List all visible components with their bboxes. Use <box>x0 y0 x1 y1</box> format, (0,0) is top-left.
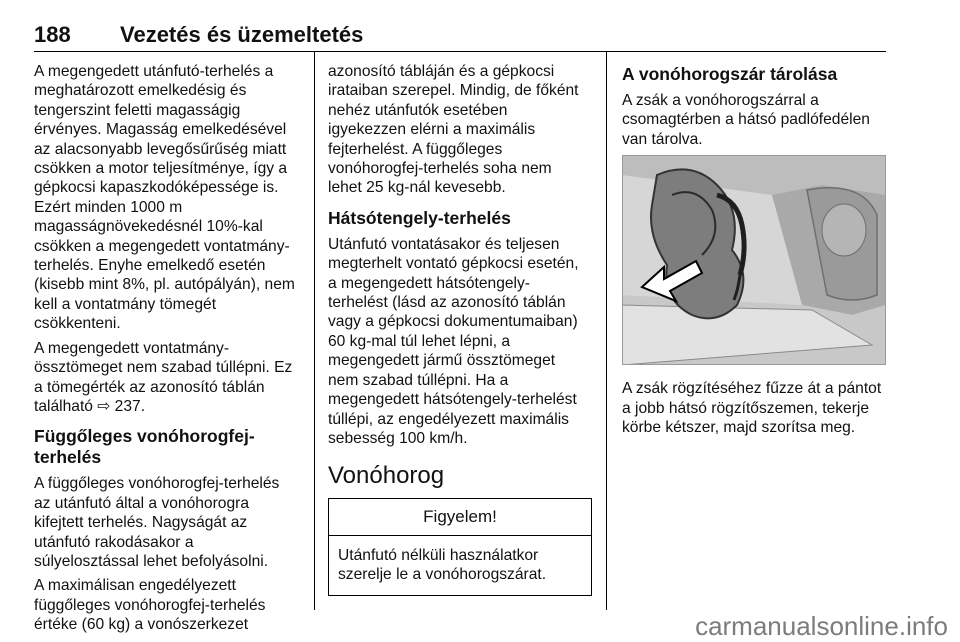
text-line: súlyelosztással lehet befolyásolni. <box>34 552 269 570</box>
text-line: A zsák rögzítéséhez fűzze át a pántot <box>622 380 882 398</box>
text-line: függőleges vonóhorogfej-terhelés <box>34 596 266 614</box>
heading-vertical-load <box>34 426 306 468</box>
trunk-photo <box>622 155 886 365</box>
paragraph-continued <box>328 62 598 198</box>
text-line: magasságnövekedésnél 10%-kal <box>34 218 263 236</box>
paragraph-max-vertical-load <box>34 576 306 634</box>
text-line: azonosító tábláján és a gépkocsi <box>328 63 555 80</box>
text-line: érvényes. Magasság emelkedésével <box>34 121 287 139</box>
column-divider-1 <box>314 52 315 610</box>
text-line: irataiban szerepel. Mindig, de főként <box>328 82 579 100</box>
header-rule <box>34 51 886 52</box>
text-line: csökken a megengedett vontatmány- <box>34 237 290 255</box>
text-line: csökkenteni. <box>34 315 121 333</box>
text-line: csomagtérben a hátsó padlófedélen <box>622 111 870 129</box>
text-line: van tárolva. <box>622 130 703 148</box>
warning-box <box>328 498 592 595</box>
paragraph-storage <box>622 91 888 149</box>
text-line: terhelés. Enyhe emelkedő esetén <box>34 257 266 275</box>
text-line: lehet 25 kg-nál kevesebb. <box>328 179 506 197</box>
text-line: kell a vontatmány tömegét <box>34 295 217 313</box>
text-line: az utánfutó által a vonóhorogra <box>34 494 250 512</box>
text-line: kifejtett terhelés. Nagyságát az <box>34 514 248 532</box>
column-2 <box>328 62 598 596</box>
text-line: utánfutó rakodásakor a <box>34 533 194 551</box>
text-line: a jobb hátsó rögzítőszemen, tekerje <box>622 399 870 417</box>
text-line: vonóhorogfej-terhelés soha nem <box>328 160 552 178</box>
text-line: az alacsonyabb levegősűrűség miatt <box>34 140 287 158</box>
trunk-illustration <box>622 155 886 365</box>
text-line: Utánfutó nélküli használatkor <box>338 546 539 564</box>
text-line: vagy a gépkocsi dokumentumaiban) <box>328 313 578 331</box>
text-line: gépkocsi kapaszkodóképessége is. <box>34 179 279 197</box>
site-watermark: carmanualsonline.info <box>695 611 948 641</box>
text-line: Ezért minden 1000 m <box>34 198 183 216</box>
paragraph-altitude <box>34 62 306 334</box>
heading-line: terhelés <box>34 447 102 468</box>
text-line: A megengedett vontatmány- <box>34 339 230 357</box>
page-reference-link[interactable]: található ⇨ 237. <box>34 397 146 415</box>
text-line: igyekezzen elérni a maximális <box>328 121 536 139</box>
text-line: megengedett jármű össztömeget <box>328 352 556 370</box>
text-line: (kisebb mint 8%, pl. autópályán), nem <box>34 276 295 294</box>
text-line: sebesség 100 km/h. <box>328 429 468 447</box>
text-line: tengerszint feletti magasságig <box>34 101 241 119</box>
text-line: megterhelt vontató gépkocsi esetén, <box>328 255 579 273</box>
paragraph-rear-axle-load <box>328 235 598 448</box>
text-line: A megengedett utánfutó-terhelés a <box>34 63 274 80</box>
text-line: terhelést (lásd az azonosító táblán <box>328 294 566 312</box>
paragraph-vertical-load <box>34 474 306 571</box>
heading-towbar-storage: A vonóhorogszár tárolása <box>622 64 838 84</box>
column-divider-2 <box>606 52 607 610</box>
text-line: csökken a motor teljesítménye, így a <box>34 160 288 178</box>
page-number: 188 <box>34 22 71 47</box>
text-line: meghatározott emelkedésig és <box>34 82 247 100</box>
text-line: nem szabad túllépni. Ha a <box>328 371 509 389</box>
column-3 <box>622 62 888 442</box>
text-line: körbe kétszer, majd szorítsa meg. <box>622 419 856 437</box>
text-line: a tömegérték az azonosító táblán <box>34 378 265 396</box>
text-line: szerelje le a vonóhorogszárat. <box>338 566 547 584</box>
text-line: fejterhelést. A függőleges <box>328 140 503 158</box>
text-line: A zsák a vonóhorogszárral a <box>622 92 819 109</box>
text-line: A maximálisan engedélyezett <box>34 577 236 595</box>
section-title-towbar: Vonóhorog <box>328 462 445 490</box>
warning-body <box>329 536 591 595</box>
warning-title: Figyelem! <box>329 499 591 535</box>
text-line: értéke (60 kg) a vonószerkezet <box>34 616 249 634</box>
text-line: össztömeget nem szabad túllépni. Ez <box>34 359 293 377</box>
column-1 <box>34 62 306 640</box>
paragraph-total-weight <box>34 339 306 417</box>
text-line: a megengedett hátsótengely- <box>328 274 530 292</box>
text-line: Utánfutó vontatásakor és teljesen <box>328 235 560 253</box>
text-line: A függőleges vonóhorogfej-terhelés <box>34 475 280 493</box>
text-line: nehéz utánfutók esetében <box>328 101 508 119</box>
heading-line: Függőleges vonóhorogfej- <box>34 426 255 447</box>
heading-rear-axle-load: Hátsótengely-terhelés <box>328 207 511 228</box>
text-line: 60 kg-mal túl lehet lépni, a <box>328 332 511 350</box>
paragraph-strap-instruction <box>622 379 888 437</box>
text-line: megengedett hátsótengely-terhelést <box>328 391 577 409</box>
page-header <box>34 22 886 52</box>
text-line: túllépi, az engedélyezett maximális <box>328 410 569 428</box>
chapter-title: Vezetés és üzemeltetés <box>120 22 364 47</box>
